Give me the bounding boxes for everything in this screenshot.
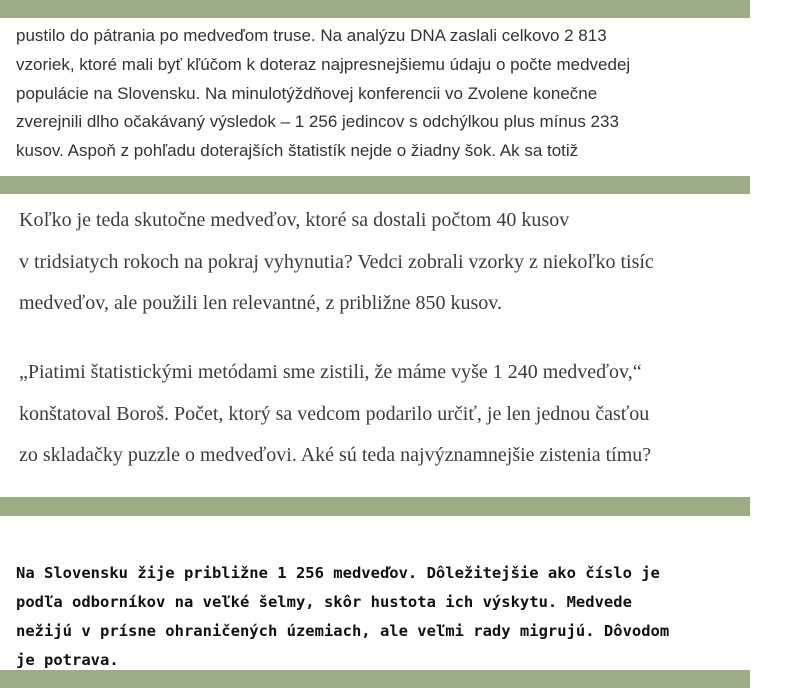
body-line: zo skladačky puzzle o medveďovi. Aké sú teda najvýznamnejšie zistenia tímu? — [19, 444, 652, 466]
excerpt-line: vzoriek, ktoré mali byť kľúčom k doteraz najpresnejšiemu údaju o počte medvedej — [16, 54, 631, 74]
highlight-line: nežijú v prísne ohraničených územiach, ale veľmi rady migrujú. Dôvodom — [16, 622, 670, 640]
separator-bar — [0, 176, 750, 194]
separator-bar — [0, 497, 750, 516]
excerpt-line: pustilo do pátrania po medveďom truse. Na analýzu DNA zaslali celkovo 2 813 — [16, 26, 607, 45]
article-excerpt-paragraph — [16, 22, 746, 166]
top-separator-bar — [0, 0, 750, 18]
article-quote-paragraph — [19, 352, 794, 477]
body-line: medveďov, ale použili len relevantné, z približne 850 kusov. — [19, 292, 502, 314]
excerpt-line: kusov. Aspoň z pohľadu doterajších štatistík nejde o žiadny šok. Ak sa totiž — [16, 141, 579, 161]
highlight-paragraph — [16, 559, 716, 675]
body-line: „Piatimi štatistickými metódami sme zistili, že máme vyše 1 240 medveďov,“ — [19, 361, 642, 383]
highlight-line: podľa odborníkov na veľké šelmy, skôr hustota ich výskytu. Medvede — [16, 593, 632, 611]
excerpt-line: zverejnili dlho očakávaný výsledok – 1 256 jedincov s odchýlkou plus mínus 233 — [16, 112, 619, 132]
excerpt-line: populácie na Slovensku. Na minulotýždňovej konferencii vo Zvolene konečne — [16, 83, 598, 103]
highlight-line: je potrava. — [16, 651, 119, 669]
body-line: v tridsiatych rokoch na pokraj vyhynutia? Vedci zobrali vzorky z niekoľko tisíc — [19, 250, 654, 273]
body-line: konštatoval Boroš. Počet, ktorý sa vedcom podarilo určiť, je len jednou časťou — [19, 402, 650, 425]
body-line: Koľko je teda skutočne medveďov, ktoré sa dostali počtom 40 kusov — [19, 209, 570, 231]
article-body-paragraph — [19, 200, 789, 325]
bottom-separator-bar — [0, 670, 750, 688]
highlight-line: Na Slovensku žije približne 1 256 medveďov. Dôležitejšie ako číslo je — [16, 564, 660, 582]
